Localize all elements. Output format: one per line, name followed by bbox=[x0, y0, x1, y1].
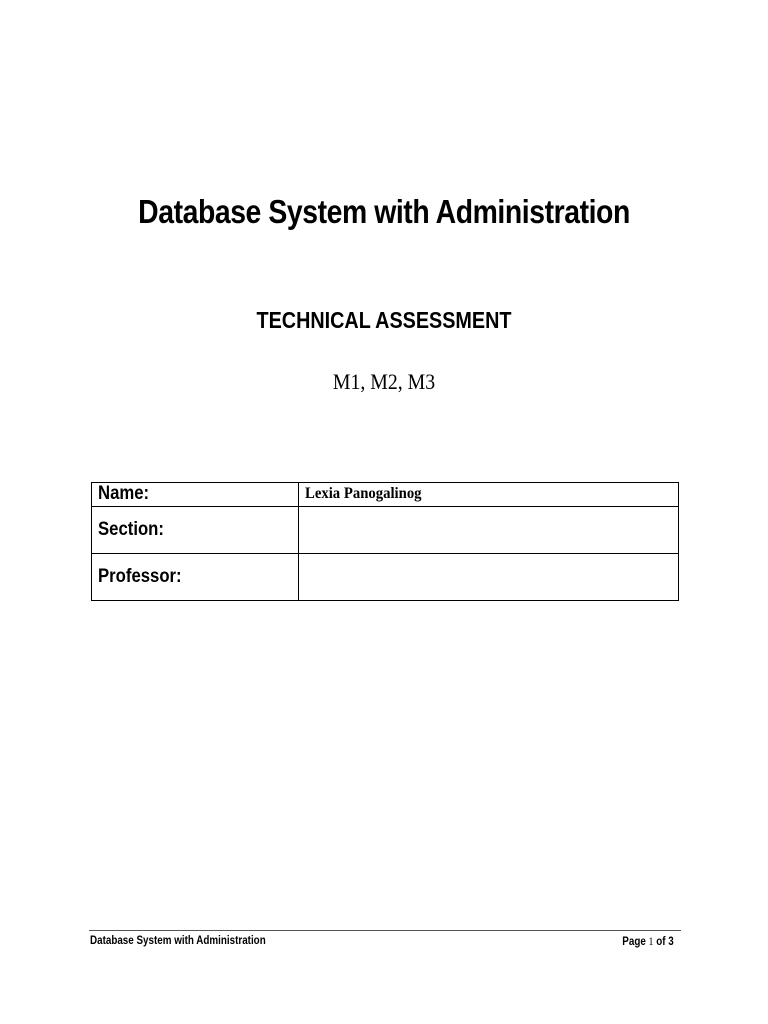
document-title: Database System with Administration bbox=[138, 193, 630, 230]
page-of: of bbox=[656, 934, 666, 948]
footer-page-number bbox=[623, 933, 674, 949]
student-info-table bbox=[91, 482, 679, 601]
name-value: Lexia Panogalinog bbox=[305, 485, 422, 502]
document-subtitle: TECHNICAL ASSESSMENT bbox=[256, 307, 512, 333]
table-row bbox=[92, 507, 679, 554]
name-label: Name: bbox=[98, 483, 150, 504]
modules-label: M1, M2, M3 bbox=[332, 369, 436, 394]
page-total: 3 bbox=[668, 934, 674, 948]
section-value-cell bbox=[299, 507, 679, 554]
professor-label-cell bbox=[92, 554, 299, 601]
page-current: 1 bbox=[648, 934, 654, 948]
professor-value-cell bbox=[299, 554, 679, 601]
table-row bbox=[92, 483, 679, 507]
footer-document-title: Database System with Administration bbox=[90, 933, 266, 947]
footer-divider bbox=[89, 930, 681, 931]
table-row bbox=[92, 554, 679, 601]
section-label-cell bbox=[92, 507, 299, 554]
professor-label: Professor: bbox=[98, 566, 182, 587]
name-label-cell bbox=[92, 483, 299, 507]
section-label: Section: bbox=[98, 519, 164, 540]
page-prefix: Page bbox=[622, 934, 647, 948]
name-value-cell bbox=[299, 483, 679, 507]
